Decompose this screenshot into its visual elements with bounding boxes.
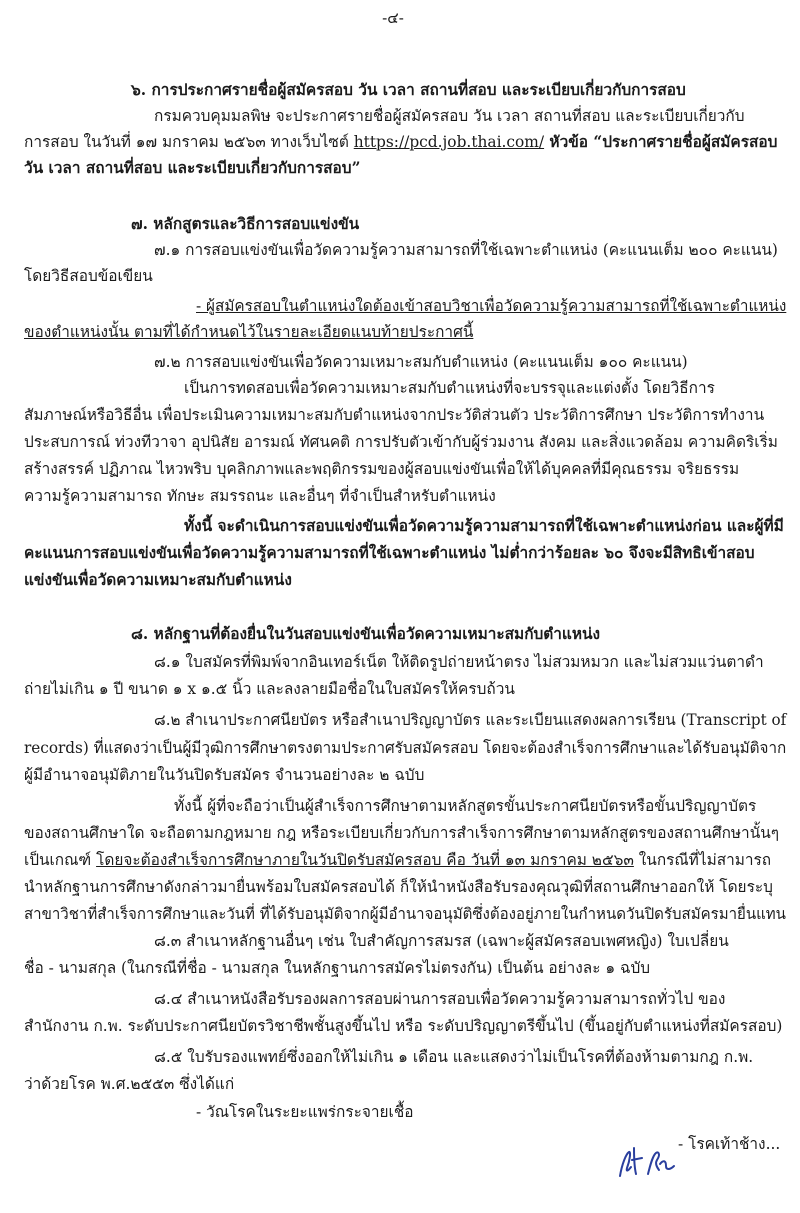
continuation-marker: - โรคเท้าช้าง...	[678, 1135, 781, 1153]
deadline-note: โดยจะต้องสำเร็จการศึกษาภายในวันปิดรับสมัครสอบ คือ วันที่ ๑๓ มกราคม ๒๕๖๓	[96, 851, 634, 869]
section-8-line: records) ที่แสดงว่าเป็นผู้มีวุฒิการศึกษาตรงตามประกาศรับสมัครสอบ โดยจะต้องสำเร็จการศึกษาและได้รับอนุมัติจาก	[24, 739, 787, 757]
section-8-text: ในกรณีที่ไม่สามารถ	[633, 851, 772, 869]
section-8-line: ๘.๓ สำเนาหลักฐานอื่นๆ เช่น ใบสำคัญการสมรส (เฉพาะผู้สมัครสอบเพศหญิง) ใบเปลี่ยน	[154, 932, 729, 950]
section-7-line: โดยวิธีสอบข้อเขียน	[24, 267, 153, 285]
page-number: -๔-	[382, 9, 404, 27]
section-8-line: - วัณโรคในระยะแพร่กระจายเชื้อ	[196, 1103, 414, 1121]
signature-mark	[612, 1140, 680, 1184]
section-8-line: ชื่อ - นามสกุล (ในกรณีที่ชื่อ - นามสกุล ในหลักฐานการสมัครไม่ตรงกัน) เป็นต้น อย่างละ ๑ ฉบับ	[24, 959, 651, 977]
section-8-line: ว่าด้วยโรค พ.ศ.๒๕๕๓ ซึ่งได้แก่	[24, 1075, 235, 1093]
section-6-heading: ๖. การประกาศรายชื่อผู้สมัครสอบ วัน เวลา สถานที่สอบ และระเบียบเกี่ยวกับการสอบ	[131, 81, 686, 99]
section-8-line: ๘.๔ สำเนาหนังสือรับรองผลการสอบผ่านการสอบเพื่อวัดความรู้ความสามารถทั่วไป ของ	[154, 990, 726, 1008]
section-7-heading: ๗. หลักสูตรและวิธีการสอบแข่งขัน	[131, 215, 360, 233]
section-7-line: แข่งขันเพื่อวัดความเหมาะสมกับตำแหน่ง	[24, 571, 292, 589]
section-8-line: ผู้มีอำนาจอนุมัติภายในวันปิดรับสมัคร จำนวนอย่างละ ๒ ฉบับ	[24, 766, 425, 784]
section-8-line: สำนักงาน ก.พ. ระดับประกาศนียบัตรวิชาชีพชั้นสูงขึ้นไป หรือ ระดับปริญญาตรีขึ้นไป (ขึ้นอยู่กับตำแหน่งที่สมัครสอบ)	[24, 1017, 783, 1035]
section-7-line: เป็นการทดสอบเพื่อวัดความเหมาะสมกับตำแหน่งที่จะบรรจุและแต่งตั้ง โดยวิธีการ	[184, 379, 715, 397]
section-6-text: หัวข้อ “ประกาศรายชื่อผู้สมัครสอบ	[544, 133, 778, 151]
section-6-line	[24, 132, 777, 152]
section-7-line: ๗.๑ การสอบแข่งขันเพื่อวัดความรู้ความสามารถที่ใช้เฉพาะตำแหน่ง (คะแนนเต็ม ๒๐๐ คะแนน)	[154, 241, 778, 259]
section-7-line: ทั้งนี้ จะดำเนินการสอบแข่งขันเพื่อวัดความรู้ความสามารถที่ใช้เฉพาะตำแหน่งก่อน และผู้ที่มี	[184, 517, 784, 535]
section-7-line: สัมภาษณ์หรือวิธีอื่น เพื่อประเมินความเหมาะสมกับตำแหน่งจากประวัติส่วนตัว ประวัติการศึกษา ประวัติการทำงาน	[24, 406, 765, 424]
section-7-line: ของตำแหน่งนั้น ตามที่ได้กำหนดไว้ในรายละเอียดแนบท้ายประกาศนี้	[24, 323, 474, 341]
section-8-line: ของสถานศึกษาใด จะถือตามกฎหมาย กฎ หรือระเบียบเกี่ยวกับการสำเร็จการศึกษาตามหลักสูตรของสถานศึกษานั้นๆ	[24, 824, 780, 842]
section-7-line: ความรู้ความสามารถ ทักษะ สมรรถนะ และอื่นๆ ที่จำเป็นสำหรับตำแหน่ง	[24, 487, 496, 505]
section-8-line: ถ่ายไม่เกิน ๑ ปี ขนาด ๑ x ๑.๕ นิ้ว และลงลายมือชื่อในใบสมัครให้ครบถ้วน	[24, 680, 515, 698]
section-8-line: นำหลักฐานการศึกษาดังกล่าวมายื่นพร้อมใบสมัครสอบได้ ก็ให้นำหนังสือรับรองคุณวุฒิที่สถานศึกษาออกให้ โดยระบุ	[24, 878, 773, 896]
section-8-line: ทั้งนี้ ผู้ที่จะถือว่าเป็นผู้สำเร็จการศึกษาตามหลักสูตรขั้นประกาศนียบัตรหรือขั้นปริญญาบัตร	[174, 797, 757, 815]
section-8-line	[24, 850, 771, 870]
section-7-line: ประสบการณ์ ท่วงทีวาจา อุปนิสัย อารมณ์ ทัศนคติ การปรับตัวเข้ากับผู้ร่วมงาน สังคม และสิ่งแวดล้อม ความคิดริเริ่ม	[24, 433, 778, 451]
section-8-line: ๘.๑ ใบสมัครที่พิมพ์จากอินเทอร์เน็ต ให้ติดรูปถ่ายหน้าตรง ไม่สวมหมวก และไม่สวมแว่นตาดำ	[154, 653, 764, 671]
section-8-line: สาขาวิชาที่สำเร็จการศึกษาและวันที่ ที่ได้รับอนุมัติจากผู้มีอำนาจอนุมัติซึ่งต้องอยู่ภายในกำหนดวันปิดรับสมัครมายื่นแทน	[24, 905, 786, 923]
section-6-text: การสอบ ในวันที่ ๑๗ มกราคม ๒๕๖๓ ทางเว็บไซต์	[24, 133, 354, 151]
section-6-line: วัน เวลา สถานที่สอบ และระเบียบเกี่ยวกับการสอบ”	[24, 159, 361, 177]
section-7-line: คะแนนการสอบแข่งขันเพื่อวัดความรู้ความสามารถที่ใช้เฉพาะตำแหน่ง ไม่ต่ำกว่าร้อยละ ๖๐ จึงจะมีสิทธิเข้าสอบ	[24, 544, 755, 562]
section-8-line: ๘.๒ สำเนาประกาศนียบัตร หรือสำเนาปริญญาบัตร และระเบียนแสดงผลการเรียน (Transcript of	[154, 711, 787, 729]
section-8-heading: ๘. หลักฐานที่ต้องยื่นในวันสอบแข่งขันเพื่อวัดความเหมาะสมกับตำแหน่ง	[131, 625, 601, 643]
section-7-line: สร้างสรรค์ ปฏิภาณ ไหวพริบ บุคลิกภาพและพฤติกรรมของผู้สอบแข่งขันเพื่อให้ได้บุคคลที่มีคุณธรรม จริยธรรม	[24, 460, 740, 478]
section-6-line: กรมควบคุมมลพิษ จะประกาศรายชื่อผู้สมัครสอบ วัน เวลา สถานที่สอบ และระเบียบเกี่ยวกับ	[154, 107, 745, 125]
section-8-text: เป็นเกณฑ์	[24, 851, 97, 869]
website-link[interactable]: https://pcd.job.thai.com/	[353, 133, 545, 151]
section-7-line: - ผู้สมัครสอบในตำแหน่งใดต้องเข้าสอบวิชาเพื่อวัดความรู้ความสามารถที่ใช้เฉพาะตำแหน่ง	[196, 297, 787, 315]
section-8-line: ๘.๕ ใบรับรองแพทย์ซึ่งออกให้ไม่เกิน ๑ เดือน และแสดงว่าไม่เป็นโรคที่ต้องห้ามตามกฎ ก.พ.	[154, 1048, 754, 1066]
section-7-line: ๗.๒ การสอบแข่งขันเพื่อวัดความเหมาะสมกับตำแหน่ง (คะแนนเต็ม ๑๐๐ คะแนน)	[154, 353, 688, 371]
